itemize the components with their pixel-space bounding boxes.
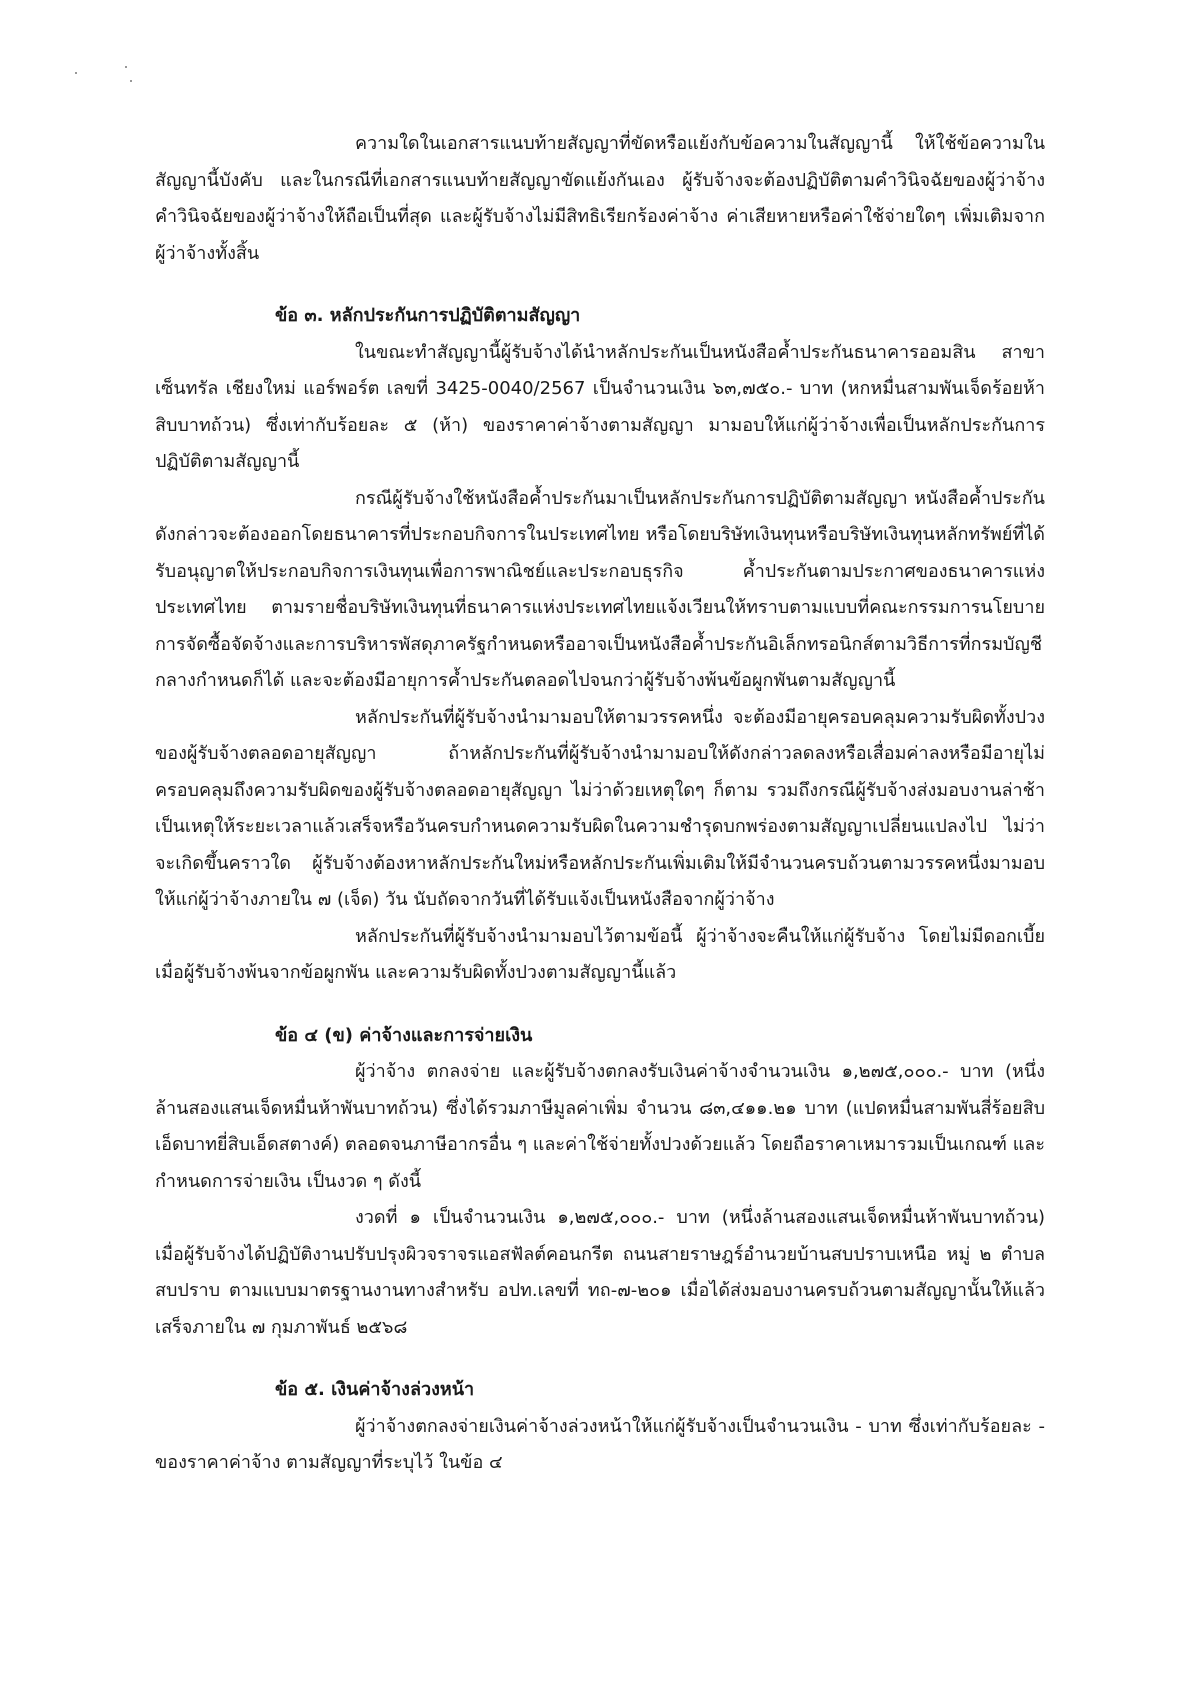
clause3-paragraph-4: หลักประกันที่ผู้รับจ้างนำมามอบไว้ตามข้อนี้ ผู้ว่าจ้างจะคืนให้แก่ผู้รับจ้าง โดยไม่มีดอกเบี้ย เมื่อผู้รับจ้างพ้นจากข้อผูกพัน และความรับผิดทั้งปวงตามสัญญานี้แล้ว	[155, 925, 1045, 983]
document-body	[155, 126, 1045, 1482]
scan-speck	[130, 80, 132, 82]
scan-speck	[125, 66, 127, 68]
clause2-closing-paragraph: ความใดในเอกสารแนบท้ายสัญญาที่ขัดหรือแย้งกับข้อความในสัญญานี้ ให้ใช้ข้อความในสัญญานี้บังคับ และในกรณีที่เอกสารแนบท้ายสัญญาขัดแย้งกันเอง ผู้รับจ้างจะต้องปฏิบัติตามคำวินิจฉัยของผู้ว่าจ้าง คำวินิจฉัยของผู้ว่าจ้างให้ถือเป็นที่สุด และผู้รับจ้างไม่มีสิทธิเรียกร้องค่าจ้าง ค่าเสียหายหรือค่าใช้จ่ายใดๆ เพิ่มเติมจากผู้ว่าจ้างทั้งสิ้น	[155, 133, 1045, 264]
clause4-heading: ข้อ ๔ (ข) ค่าจ้างและการจ่ายเงิน	[275, 1024, 533, 1046]
clause4-paragraph-2: งวดที่ ๑ เป็นจำนวนเงิน ๑,๒๗๕,๐๐๐.- บาท (หนึ่งล้านสองแสนเจ็ดหมื่นห้าพันบาทถ้วน) เมื่อผู้รับจ้างได้ปฏิบัติงานปรับปรุงผิวจราจรแอสฟัลต์คอนกรีต ถนนสายราษฎร์อำนวยบ้านสบปราบเหนือ หมู่ ๒ ตำบลสบปราบ ตามแบบมาตรฐานงานทางสำหรับ อปท.เลขที่ ทถ-๗-๒๐๑ เมื่อได้ส่งมอบงานครบถ้วนตามสัญญานั้นให้แล้วเสร็จภายใน ๗ กุมภาพันธ์ ๒๕๖๘	[155, 1207, 1045, 1338]
clause3-paragraph-2: กรณีผู้รับจ้างใช้หนังสือค้ำประกันมาเป็นหลักประกันการปฏิบัติตามสัญญา หนังสือค้ำประกันดังกล่าวจะต้องออกโดยธนาคารที่ประกอบกิจการในประเทศไทย หรือโดยบริษัทเงินทุนหรือบริษัทเงินทุนหลักทรัพย์ที่ได้รับอนุญาตให้ประกอบกิจการเงินทุนเพื่อการพาณิชย์และประกอบธุรกิจ ค้ำประกันตามประกาศของธนาคารแห่งประเทศไทย ตามรายชื่อบริษัทเงินทุนที่ธนาคารแห่งประเทศไทยแจ้งเวียนให้ทราบตามแบบที่คณะกรรมการนโยบายการจัดซื้อจัดจ้างและการบริหารพัสดุภาครัฐกำหนดหรืออาจเป็นหนังสือค้ำประกันอิเล็กทรอนิกส์ตามวิธีการที่กรมบัญชีกลางกำหนดก็ได้ และจะต้องมีอายุการค้ำประกันตลอดไปจนกว่าผู้รับจ้างพ้นข้อผูกพันตามสัญญานี้	[155, 487, 1045, 691]
clause3-heading: ข้อ ๓. หลักประกันการปฏิบัติตามสัญญา	[275, 305, 581, 326]
clause5-heading: ข้อ ๕. เงินค่าจ้างล่วงหน้า	[275, 1379, 475, 1400]
clause3-paragraph-3: หลักประกันที่ผู้รับจ้างนำมามอบให้ตามวรรคหนึ่ง จะต้องมีอายุครอบคลุมความรับผิดทั้งปวงของผู้รับจ้างตลอดอายุสัญญา ถ้าหลักประกันที่ผู้รับจ้างนำมามอบให้ดังกล่าวลดลงหรือเสื่อมค่าลงหรือมีอายุไม่ครอบคลุมถึงความรับผิดของผู้รับจ้างตลอดอายุสัญญา ไม่ว่าด้วยเหตุใดๆ ก็ตาม รวมถึงกรณีผู้รับจ้างส่งมอบงานล่าช้าเป็นเหตุให้ระยะเวลาแล้วเสร็จหรือวันครบกำหนดความรับผิดในความชำรุดบกพร่องตามสัญญาเปลี่ยนแปลงไป ไม่ว่าจะเกิดขึ้นคราวใด ผู้รับจ้างต้องหาหลักประกันใหม่หรือหลักประกันเพิ่มเติมให้มีจำนวนครบถ้วนตามวรรคหนึ่งมามอบให้แก่ผู้ว่าจ้างภายใน ๗ (เจ็ด) วัน นับถัดจากวันที่ได้รับแจ้งเป็นหนังสือจากผู้ว่าจ้าง	[155, 706, 1045, 910]
clause5-paragraph-1: ผู้ว่าจ้างตกลงจ่ายเงินค่าจ้างล่วงหน้าให้แก่ผู้รับจ้างเป็นจำนวนเงิน - บาท ซึ่งเท่ากับร้อยละ - ของราคาค่าจ้าง ตามสัญญาที่ระบุไว้ ในข้อ ๔	[155, 1415, 1045, 1473]
clause4-paragraph-1: ผู้ว่าจ้าง ตกลงจ่าย และผู้รับจ้างตกลงรับเงินค่าจ้างจำนวนเงิน ๑,๒๗๕,๐๐๐.- บาท (หนึ่งล้านสองแสนเจ็ดหมื่นห้าพันบาทถ้วน) ซึ่งได้รวมภาษีมูลค่าเพิ่ม จำนวน ๘๓,๔๑๑.๒๑ บาท (แปดหมื่นสามพันสี่ร้อยสิบเอ็ดบาทยี่สิบเอ็ดสตางค์) ตลอดจนภาษีอากรอื่น ๆ และค่าใช้จ่ายทั้งปวงด้วยแล้ว โดยถือราคาเหมารวมเป็นเกณฑ์ และกำหนดการจ่ายเงิน เป็นงวด ๆ ดังนี้	[155, 1061, 1045, 1192]
scan-speck	[75, 72, 77, 74]
clause3-paragraph-1: ในขณะทำสัญญานี้ผู้รับจ้างได้นำหลักประกันเป็นหนังสือค้ำประกันธนาคารออมสิน สาขาเซ็นทรัล เชียงใหม่ แอร์พอร์ต เลขที่ 3425-0040/2567 เป็นจำนวนเงิน ๖๓,๗๕๐.- บาท (หกหมื่นสามพันเจ็ดร้อยห้าสิบบาทถ้วน) ซึ่งเท่ากับร้อยละ ๕ (ห้า) ของราคาค่าจ้างตามสัญญา มามอบให้แก่ผู้ว่าจ้างเพื่อเป็นหลักประกันการปฏิบัติตามสัญญานี้	[155, 341, 1045, 472]
